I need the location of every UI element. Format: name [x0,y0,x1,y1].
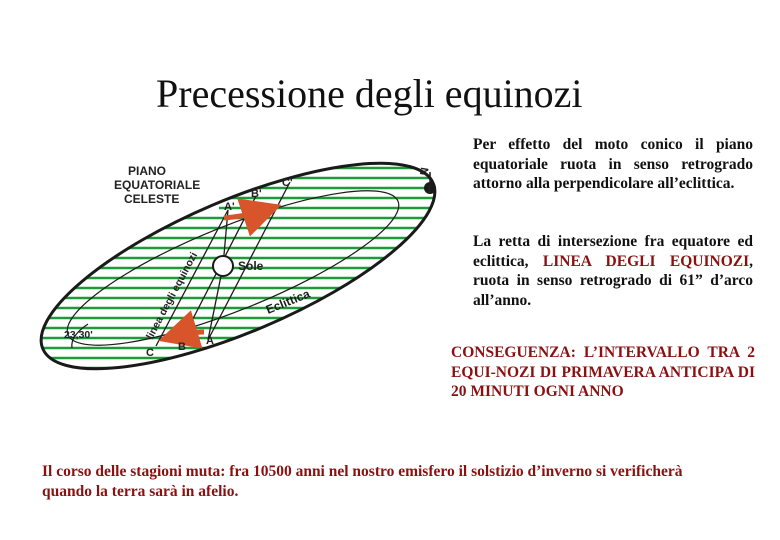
label-celeste: CELESTE [124,192,180,206]
label-C: C [146,347,154,359]
sun-circle [213,256,233,276]
label-A: A [206,335,214,347]
label-N: N [418,166,432,177]
label-B-prime: B' [251,188,262,200]
p2-text-a: La retta di intersezione fra equatore ed eclittica, [473,233,753,270]
label-eclittica: Eclittica [263,286,312,317]
label-sole: Sole [238,259,264,273]
paragraph-conseguenza: CONSEGUENZA: L’INTERVALLO TRA 2 EQUI-NOZI DI PRIMAVERA ANTICIPA DI 20 MINUTI OGNI ANNO [451,344,755,400]
slide-title: Precessione degli equinozi [156,71,583,116]
label-A-prime: A' [224,201,235,213]
p2-text-b: , ruota in senso retrogrado di 61” d’arco all’anno. [473,252,753,309]
paragraph-stagioni: Il corso delle stagioni muta: fra 10500 anni nel nostro emisfero il solstizio d’inverno si verificherà quando la terra sarà in afelio. [42,463,683,500]
label-T: T [426,184,433,196]
label-linea-equinozi: linea degli equinozi [144,250,201,342]
precession-diagram [28,118,448,418]
label-angle: 23,30' [64,329,93,341]
label-equatoriale: EQUATORIALE [114,178,201,192]
label-C-prime: C' [282,177,293,189]
paragraph-piano-equatoriale: Per effetto del moto conico il piano equatoriale ruota in senso retrogrado attorno alla perpendicolare all’eclittica. [473,136,753,192]
p2-highlight: LINEA DEGLI EQUINOZI [542,252,750,270]
label-piano: PIANO [128,164,167,178]
label-B: B [178,341,186,353]
paragraph-linea-equinozi [473,232,753,310]
